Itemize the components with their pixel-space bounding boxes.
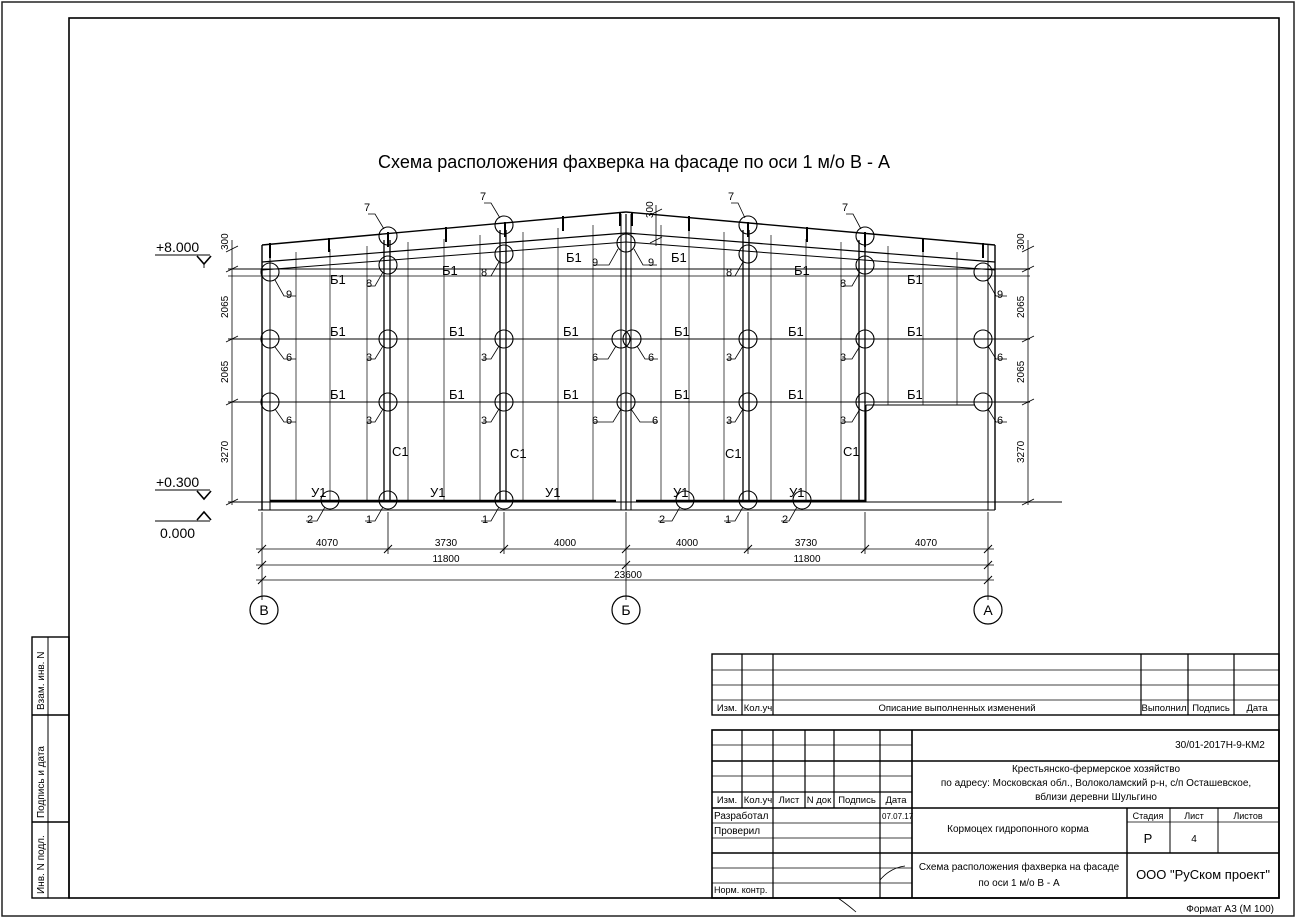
mark-9: 9 <box>286 289 293 301</box>
mark-1: 1 <box>725 514 732 526</box>
rev-data: Дата <box>1246 703 1268 714</box>
sill-label: У1 <box>430 485 446 500</box>
mark-8: 8 <box>481 267 488 279</box>
dim-roof: 300 <box>645 201 656 218</box>
format-label: Формат А3 (М 100) <box>1186 904 1274 915</box>
mark-6: 6 <box>592 352 599 364</box>
beam-label: Б1 <box>449 324 465 339</box>
vertical-dimensions <box>226 205 1034 505</box>
sill-label: У1 <box>789 485 805 500</box>
org-line-3: вблизи деревни Шульгино <box>1035 792 1157 803</box>
beam-label: Б1 <box>788 324 804 339</box>
mark-2: 2 <box>307 514 314 526</box>
axis-label-v: В <box>259 602 269 618</box>
left-stamp-text <box>36 652 47 894</box>
revisions-header <box>717 703 1268 714</box>
horizontal-dim-text <box>316 538 938 581</box>
mark-2: 2 <box>659 514 666 526</box>
column-label: С1 <box>843 444 860 459</box>
tb-izm: Изм. <box>716 795 738 806</box>
dim-seg-6: 4070 <box>914 538 938 549</box>
tb-list-label: Лист <box>1184 811 1204 821</box>
elevation-marks <box>155 239 211 541</box>
doc-code: 30/01-2017Н-9-КМ2 <box>1175 740 1265 751</box>
mark-9: 9 <box>648 257 655 269</box>
mark-7: 7 <box>842 202 849 214</box>
rev-izm: Изм. <box>716 703 738 714</box>
beam-label: Б1 <box>442 263 458 278</box>
beam-label: Б1 <box>330 272 346 287</box>
mark-6: 6 <box>286 352 293 364</box>
beam-label: Б1 <box>563 324 579 339</box>
mark-7: 7 <box>728 191 735 203</box>
column-label: С1 <box>510 446 527 461</box>
rev-vypolnil: Выполнил <box>1141 703 1187 714</box>
mark-3: 3 <box>366 352 373 364</box>
sill-label: У1 <box>311 485 327 500</box>
mark-6: 6 <box>652 415 659 427</box>
dim-middle: 2065 <box>1016 360 1027 383</box>
elevation-ground: 0.000 <box>160 525 196 541</box>
tb-norm: Норм. контр. <box>714 885 768 895</box>
beam-label: Б1 <box>563 387 579 402</box>
mark-8: 8 <box>726 267 733 279</box>
mark-3: 3 <box>366 415 373 427</box>
dim-seg-4: 4000 <box>675 538 699 549</box>
axis-markers <box>250 596 1002 624</box>
beam-label: Б1 <box>566 250 582 265</box>
tb-stadiya: Р <box>1143 831 1153 846</box>
mark-6: 6 <box>592 415 599 427</box>
mark-3: 3 <box>840 415 847 427</box>
mark-3: 3 <box>840 352 847 364</box>
tb-listov-label: Листов <box>1233 811 1263 821</box>
tb-stadiya-label: Стадия <box>1132 811 1164 821</box>
tb-company: ООО "РуСком проект" <box>1136 867 1270 882</box>
tb-object: Кормоцех гидропонного корма <box>947 824 1089 835</box>
drawing-title: Схема расположения фахверка на фасаде по оси 1 м/о В - А <box>378 152 890 172</box>
mark-9: 9 <box>592 257 599 269</box>
stamp-vzam: Взам. инв. N <box>36 651 47 710</box>
mark-3: 3 <box>726 415 733 427</box>
org-line-2: по адресу: Московская обл., Волоколамский р-н, с/п Осташевское, <box>940 778 1252 789</box>
mark-8: 8 <box>840 278 847 290</box>
beam-label: Б1 <box>671 250 687 265</box>
beam-label: Б1 <box>907 387 923 402</box>
tb-drawing-line-2: по оси 1 м/о В - А <box>978 878 1060 889</box>
dim-roof: 300 <box>1016 233 1027 250</box>
dim-half-1: 11800 <box>432 554 460 565</box>
tb-proveril: Проверил <box>714 826 761 837</box>
mark-9: 9 <box>997 289 1004 301</box>
mark-6: 6 <box>997 415 1004 427</box>
axis-label-b: Б <box>621 602 631 618</box>
sill-label: У1 <box>673 485 689 500</box>
rev-podpis: Подпись <box>1192 703 1230 714</box>
beam-label: Б1 <box>449 387 465 402</box>
column-label: С1 <box>392 444 409 459</box>
rev-kol: Кол.уч <box>743 703 773 714</box>
mark-7: 7 <box>480 191 487 203</box>
mark-2: 2 <box>782 514 789 526</box>
beam-label: Б1 <box>794 263 810 278</box>
dim-seg-5: 3730 <box>794 538 818 549</box>
dim-total: 23600 <box>614 570 642 581</box>
beam-label: Б1 <box>330 387 346 402</box>
beam-label: Б1 <box>330 324 346 339</box>
mark-6: 6 <box>648 352 655 364</box>
beam-label: Б1 <box>674 387 690 402</box>
tb-date: 07.07.17 <box>882 812 914 821</box>
dim-upper: 2065 <box>220 295 231 318</box>
dim-seg-2: 3730 <box>434 538 458 549</box>
dim-roof: 300 <box>220 233 231 250</box>
mark-3: 3 <box>481 415 488 427</box>
dim-half-2: 11800 <box>793 554 821 565</box>
tb-list: Лист <box>778 795 800 806</box>
element-labels <box>311 250 923 500</box>
mark-3: 3 <box>726 352 733 364</box>
mark-6: 6 <box>286 415 293 427</box>
axis-label-a: А <box>983 602 993 618</box>
org-line-1: Крестьянско-фермерское хозяйство <box>1011 764 1181 775</box>
stamp-podpis: Подпись и дата <box>36 746 47 818</box>
mark-7: 7 <box>364 202 371 214</box>
beam-label: Б1 <box>907 272 923 287</box>
dim-lower: 3270 <box>220 440 231 463</box>
dim-upper: 2065 <box>1016 295 1027 318</box>
rev-desc: Описание выполненных изменений <box>878 703 1036 714</box>
tb-kol: Кол.уч <box>743 795 773 806</box>
elevation-floor: +0.300 <box>156 474 200 490</box>
tb-data: Дата <box>885 795 907 806</box>
dim-middle: 2065 <box>220 360 231 383</box>
tb-drawing-line-1: Схема расположения фахверка на фасаде <box>918 862 1120 873</box>
tb-razrabotal: Разработал <box>714 811 769 822</box>
title-block-text <box>714 740 1270 895</box>
node-leaders <box>275 203 1007 521</box>
beam-label: Б1 <box>674 324 690 339</box>
mark-8: 8 <box>366 278 373 290</box>
facade-frame <box>228 212 1062 510</box>
beam-label: Б1 <box>907 324 923 339</box>
dim-lower: 3270 <box>1016 440 1027 463</box>
mark-1: 1 <box>366 514 373 526</box>
sill-label: У1 <box>545 485 561 500</box>
beam-label: Б1 <box>788 387 804 402</box>
dim-seg-3: 4000 <box>553 538 577 549</box>
mark-6: 6 <box>997 352 1004 364</box>
column-label: С1 <box>725 446 742 461</box>
tb-ndok: N док <box>806 795 832 806</box>
stamp-inv: Инв. N подл. <box>36 835 47 894</box>
mark-1: 1 <box>482 514 489 526</box>
tb-list-number: 4 <box>1191 834 1197 845</box>
tb-podpis: Подпись <box>838 795 876 806</box>
mark-3: 3 <box>481 352 488 364</box>
dim-seg-1: 4070 <box>315 538 339 549</box>
elevation-top: +8.000 <box>156 239 200 255</box>
